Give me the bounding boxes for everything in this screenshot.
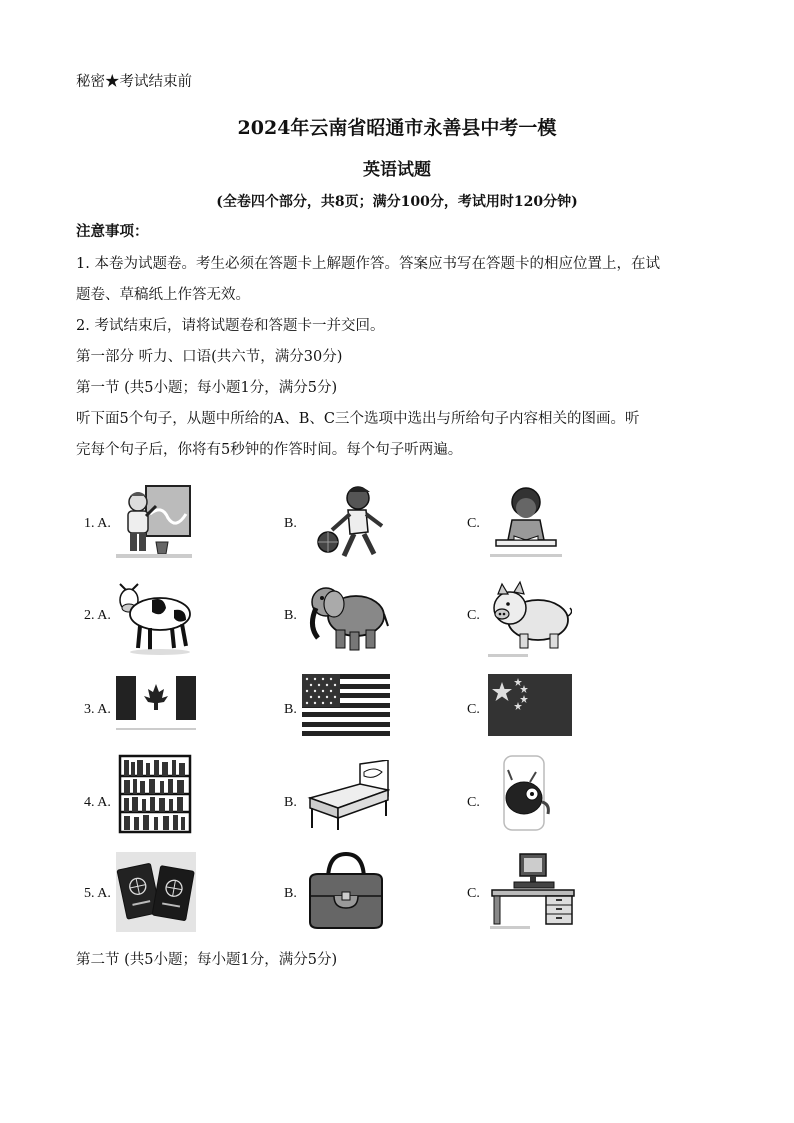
exam-title: 2024年云南省昭通市永善县中考一模	[237, 117, 557, 139]
instruction-item-1-line-2: 题卷、草稿纸上作答无效。	[76, 287, 250, 303]
usa-flag-icon	[302, 674, 390, 736]
q4-c-label: C.	[467, 795, 480, 810]
q2-b-label: B.	[284, 608, 297, 623]
instruction-item-1-line-1: 1. 本卷为试题卷。考生必须在答题卡上解题作答。答案应书写在答题卡的相应位置上，在试	[76, 256, 660, 272]
bed-icon	[302, 760, 390, 832]
secret-mark: 秘密★考试结束前	[76, 74, 192, 90]
q5-b-label: B.	[284, 886, 297, 901]
section1-desc-line-1: 听下面5个句子，从题中所给的A、B、C三个选项中选出与所给句子内容相关的图画。听	[76, 411, 640, 427]
instruction-item-2: 2. 考试结束后，请将试题卷和答题卡一并交回。	[76, 318, 385, 334]
q1-b-label: B.	[284, 516, 297, 531]
passports-icon	[116, 852, 196, 932]
q2-a-label: 2. A.	[84, 608, 111, 623]
part1-title: 第一部分 听力、口语(共六节，满分30分)	[76, 349, 343, 365]
elephant-icon	[306, 576, 390, 656]
q3-b-label: B.	[284, 702, 297, 717]
q5-a-label: 5. A.	[84, 886, 111, 901]
section2-title: 第二节 (共5小题；每小题1分，满分5分)	[76, 952, 338, 968]
boy-studying-at-desk-icon	[490, 484, 562, 560]
bookshelf-icon	[116, 754, 194, 834]
q3-c-label: C.	[467, 702, 480, 717]
cow-icon	[116, 578, 194, 658]
q5-c-label: C.	[467, 886, 480, 901]
handbag-icon	[304, 850, 388, 930]
pig-icon	[488, 580, 572, 660]
computer-desk-icon	[490, 852, 576, 930]
girl-playing-basketball-icon	[308, 482, 390, 564]
canada-flag-icon	[116, 676, 196, 732]
boy-cleaning-window-icon	[116, 484, 192, 560]
section1-desc-line-2: 完每个句子后，你将有5秒钟的作答时间。每个句子听两遍。	[76, 442, 463, 458]
robot-phone-icon	[498, 754, 558, 834]
china-flag-icon	[488, 674, 572, 736]
q2-c-label: C.	[467, 608, 480, 623]
exam-note: (全卷四个部分，共8页；满分100分，考试用时120分钟)	[216, 194, 578, 210]
q1-a-label: 1. A.	[84, 516, 111, 531]
q1-c-label: C.	[467, 516, 480, 531]
q3-a-label: 3. A.	[84, 702, 111, 717]
q4-a-label: 4. A.	[84, 795, 111, 810]
section1-title: 第一节 (共5小题；每小题1分，满分5分)	[76, 380, 338, 396]
instructions-heading: 注意事项：	[76, 223, 149, 240]
q4-b-label: B.	[284, 795, 297, 810]
exam-subtitle: 英语试题	[363, 160, 431, 180]
